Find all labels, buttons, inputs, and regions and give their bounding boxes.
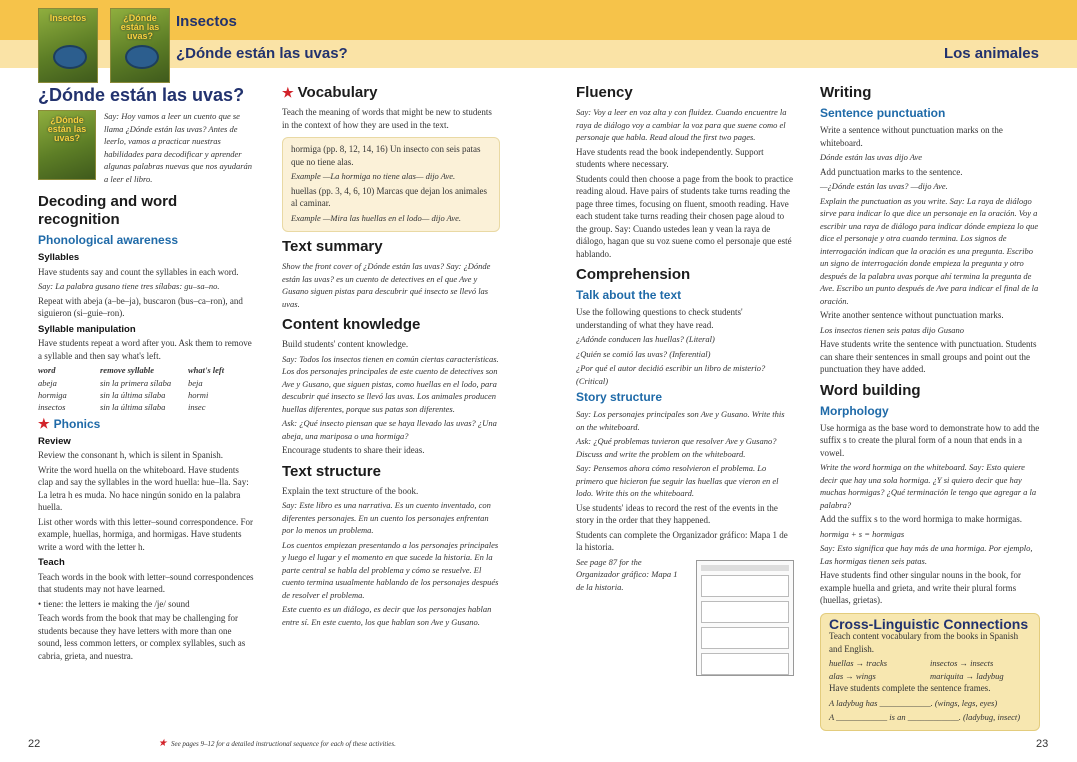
content-heading: Content knowledge [282,316,421,333]
table-header: what's left [188,365,225,375]
book-cover-uvas [110,8,170,83]
syllables-say: Say: La palabra gusano tiene tres sílabas: gu–sa–no. [38,281,220,291]
morph-text: Have students find other singular nouns in the book, for example huella and grieta, and write their plural forms (huellas, grietas). [820,570,1021,605]
content-say: Say: Todos los insectos tienen en común ciertas características. Los dos personajes principales de este cuento de detectives son Ave y Gusano, que siguen pistas, como huellas en el lodo, para descubrir qué insecto se llevó las uvas. Los animales producen huellas diferentes, porque sus patas son diferentes. [282,353,499,414]
vocabulary-box [282,137,500,232]
talk-question: ¿Por qué el autor decidió escribir un libro de misterio? (Critical) [576,363,766,386]
content-text: Encourage students to share their ideas. [282,445,425,455]
manip-heading: Syllable manipulation [38,323,136,335]
table-header: remove syllable [100,365,155,375]
header-title: Insectos [176,13,237,30]
vocab-entry: hormiga (pp. 8, 12, 14, 16) Un insecto con seis patas que no tiene alas. [291,144,481,167]
review-heading: Review [38,435,71,447]
review-text: List other words with this letter–sound correspondence. For example, huellas, hormiga, and hormigas. Have students write a word with the letter h. [38,516,253,552]
cover-title: ¿Dónde están las uvas? [120,13,160,41]
table-row [38,389,228,401]
header-subtitle: ¿Dónde están las uvas? [176,45,348,62]
page-number-left: 22 [28,738,41,750]
vocab-entry: huellas (pp. 3, 4, 6, 10) Marcas que dejan los animales al caminar. [291,185,487,208]
morph-text: Add the suffix s to the word hormiga to make hormigas. [820,514,1023,524]
footer-note-text: See pages 9–12 for a detailed instructional sequence for each of these activities. [170,740,396,748]
syllables-heading: Syllables [38,252,80,263]
story-say: Say: Pensemos ahora cómo resolvieron el problema. Lo primero que hicieron fue seguir las huellas que vieron en el lodo. Write this on the whiteboard. [576,463,779,498]
syllable-table [38,364,228,413]
table-cell: hormi [188,389,209,400]
phonics-heading: Phonics [53,416,101,431]
page-number-right: 23 [1036,738,1049,750]
cross-pair: alas → wings [829,670,876,681]
star-icon: ★ [282,85,294,100]
structure-heading: Text structure [282,462,381,480]
sentence-example: Los insectos tienen seis patas dijo Gusano [820,324,965,335]
table-header: word [38,365,56,375]
column-writing [820,84,1040,731]
story-text: Students can complete the Organizador gráfico: Mapa 1 de la historia. [576,529,788,552]
story-say: Say: Los personajes principales son Ave y Gusano. Write this on the whiteboard. [576,409,785,432]
book-cover-thumb [38,110,96,180]
cover-title: ¿Dónde están las uvas? [47,115,87,143]
footer-note [158,738,396,749]
content-ask: Ask: ¿Qué insecto piensan que se haya llevado las uvas? ¿Una abeja, una mariposa o una hormiga? [282,418,497,441]
story-text: Use students' ideas to record the rest of the events in the story in the order that they happened. [576,502,778,525]
column-decoding [38,84,256,664]
structure-say: Say: Este libro es una narrativa. Es un cuento inventado, con diferentes personajes. En un cuento los personajes enfrentan por lo menos un problema. [282,500,491,535]
cross-text: Teach content vocabulary from the books in Spanish and English. [829,631,1019,654]
review-text: Review the consonant h, which is silent in Spanish. [38,450,223,460]
manip-text: Have students repeat a word after you. Ask them to remove a syllable and then say what's left. [38,338,252,361]
sentence-text: Write another sentence without punctuation marks. [820,310,1004,320]
table-row [38,401,228,413]
page-title: ¿Dónde están las uvas? [38,85,245,105]
sentence-example: —¿Dónde están las uvas? —dijo Ave. [820,181,948,191]
decoding-heading: Decoding and word recognition [38,193,178,228]
structure-text: Los cuentos empiezan presentando a los personajes principales y luego el lugar y el momento en que sucede la historia. En la parte central se habla del problema y cómo se resuelve. El cuento termina usualmente hablando de los personajes después de resolver el problema. [282,539,499,600]
story-heading: Story structure [576,390,663,404]
table-row [38,377,228,389]
writing-heading: Writing [820,84,872,101]
vocab-text: Teach the meaning of words that might be new to students in the context of how they are used in the text. [282,107,492,130]
cross-linguistic-box [820,613,1040,731]
talk-heading: Talk about the text [576,288,682,302]
insect-illustration [125,45,159,69]
table-cell: insec [188,401,206,412]
content-text: Build students' content knowledge. [282,339,409,349]
book-cover-insectos [38,8,98,83]
structure-text: Explain the text structure of the book. [282,485,419,496]
cross-frame: A ladybug has ____________. (wings, legs, eyes) [829,697,998,708]
morph-example: hormiga + s = hormigas [820,528,905,539]
table-cell: sin la primera sílaba [100,377,172,388]
story-ask: Ask: ¿Qué problemas tuvieron que resolver Ave y Gusano? Discuss and write the problem on the whiteboard. [576,436,777,459]
table-cell: sin la última sílaba [100,401,166,412]
structure-text: Este cuento es un diálogo, es decir que los personajes hablan entre sí. En este cuento, los que hablan son Ave y Gusano. [282,604,492,627]
sentence-text: Add punctuation marks to the sentence. [820,166,963,177]
talk-question: ¿Adónde conducen las huellas? (Literal) [576,334,715,344]
vocab-example: Example —Mira las huellas en el lodo— dijo Ave. [291,212,462,223]
teach-text: Teach words from the book that may be challenging for students because they have letters with more than one sound, less common letters, or complex syllables, such as cabria, grieta, and nuestra. [38,613,246,661]
star-icon: ★ [38,415,50,431]
cross-frame: A ____________ is an ____________. (ladybug, insect) [829,712,1021,722]
fluency-text: Have students read the book independently. Support students where necessary. [576,146,764,169]
star-icon: ★ [158,738,167,749]
fluency-text: Students could then choose a page from the book to practice reading aloud. Have pairs of students take turns reading the page three times, focusing on fluent, smooth reading. Have each student take turns reading their chosen page aloud to the group. Say: Cuando ustedes lean y vean la raya de diálogo, hagan que su voz suene como el personaje que esté hablando. [576,173,793,259]
cross-pair: insectos → insects [930,658,994,668]
morph-text: Write the word hormiga on the whiteboard. Say: Esto quiere decir que hay una sola hormiga. ¿Y si quiero decir que hay muchas hormigas? ¿Qué terminación le tengo que agregar a la palabra? [820,462,1037,510]
summary-text: Show the front cover of ¿Dónde están las uvas? Say: ¿Dónde están las uvas? es un cuento de detectives en el que Ave y Gusano siguen pistas para descubrir qué insecto se llevó las uvas. [282,261,491,309]
cover-title: Insectos [49,13,87,23]
review-text: Write the word huella on the whiteboard. Have students clap and say the syllables in the word huella: hue–lla. Say: La letra h es muda. No hace ningún sonido en la palabra huella. [38,464,249,512]
header-topic: Los animales [943,45,1039,62]
repeat-text: Repeat with abeja (a–be–ja), buscaron (bus–ca–ron), and siguieron (si–guie–ron). [38,295,243,318]
summary-heading: Text summary [282,238,383,255]
word-heading: Word building [820,381,921,399]
morph-text: Use hormiga as the base word to demonstrate how to add the suffix s to create the plural form of a noun that ends in a vowel. [820,422,1040,458]
cross-pair: mariquita → ladybug [930,670,1004,681]
morph-say: Say: Esto significa que hay más de una hormiga. Por ejemplo, Las hormigas tienen seis patas. [820,543,1033,566]
phon-heading: Phonological awareness [38,233,179,247]
sentence-text: Explain the punctuation as you write. Say: La raya de diálogo sirve para indicar lo que dice un personaje en la oración. Voy a escribir una raya de diálogo para indicar dónde empieza lo que dice el personaje y otra cuando termina. Los signos de interrogación indican que la oración es una pregunta. Escribo un signo de interrogación donde empieza la pregunta y otro después de la palabra uvas porque ahí termina la pregunta de Ave. Escribo un punto después de Ave para indicar el final de la oración. [820,195,1039,306]
fluency-say: Say: Voy a leer en voz alta y con fluidez. Cuando encuentre la raya de diálogo voy a cambiar la voz para que suene como el personaje que habla. Read aloud the first two pages. [576,107,787,142]
vocab-example: Example —La hormiga no tiene alas— dijo Ave. [291,171,456,181]
teach-bullet: • tiene: the letters ie making the /je/ sound [38,598,190,609]
worksheet-thumbnail [696,560,794,676]
table-cell: sin la última sílaba [100,389,166,400]
insect-illustration [53,45,87,69]
syllables-text: Have students say and count the syllables in each word. [38,266,239,277]
talk-question: ¿Quién se comió las uvas? (Inferential) [576,348,711,359]
table-cell: hormiga [38,389,67,400]
teach-heading: Teach [38,557,65,568]
comp-heading: Comprehension [576,266,691,283]
sentence-text: Have students write the sentence with punctuation. Students can share their sentences in small groups and point out the punctuation they have added. [820,339,1037,374]
cross-text: Have students complete the sentence frames. [829,683,991,693]
intro-text: Say: Hoy vamos a leer un cuento que se llama ¿Dónde están las uvas? Antes de leerlo, vamos a practicar nuestras habilidades para decodificar y aprender algunas palabras nuevas que nos ayudarán a leer el libro. [104,111,253,184]
teach-text: Teach words in the book with letter–sound correspondences that students may not have learned. [38,571,254,594]
sentence-text: Write a sentence without punctuation marks on the whiteboard. [820,125,1003,148]
vocab-heading: Vocabulary [297,84,378,101]
fluency-heading: Fluency [576,84,633,101]
table-cell: insectos [38,401,66,412]
sentence-heading: Sentence punctuation [820,106,946,120]
talk-text: Use the following questions to check students' understanding of what they have read. [576,307,743,330]
story-see: See page 87 for the Organizador gráfico: Mapa 1 de la historia. [576,556,678,592]
sentence-example: Dónde están las uvas dijo Ave [820,152,923,162]
table-cell: beja [188,377,203,388]
column-vocabulary [282,84,500,630]
cross-title: Cross-Linguistic Connections [829,615,1029,632]
column-fluency [576,84,794,676]
table-cell: abeja [38,377,57,388]
morph-heading: Morphology [820,403,889,418]
cross-pair: huellas → tracks [829,658,888,668]
